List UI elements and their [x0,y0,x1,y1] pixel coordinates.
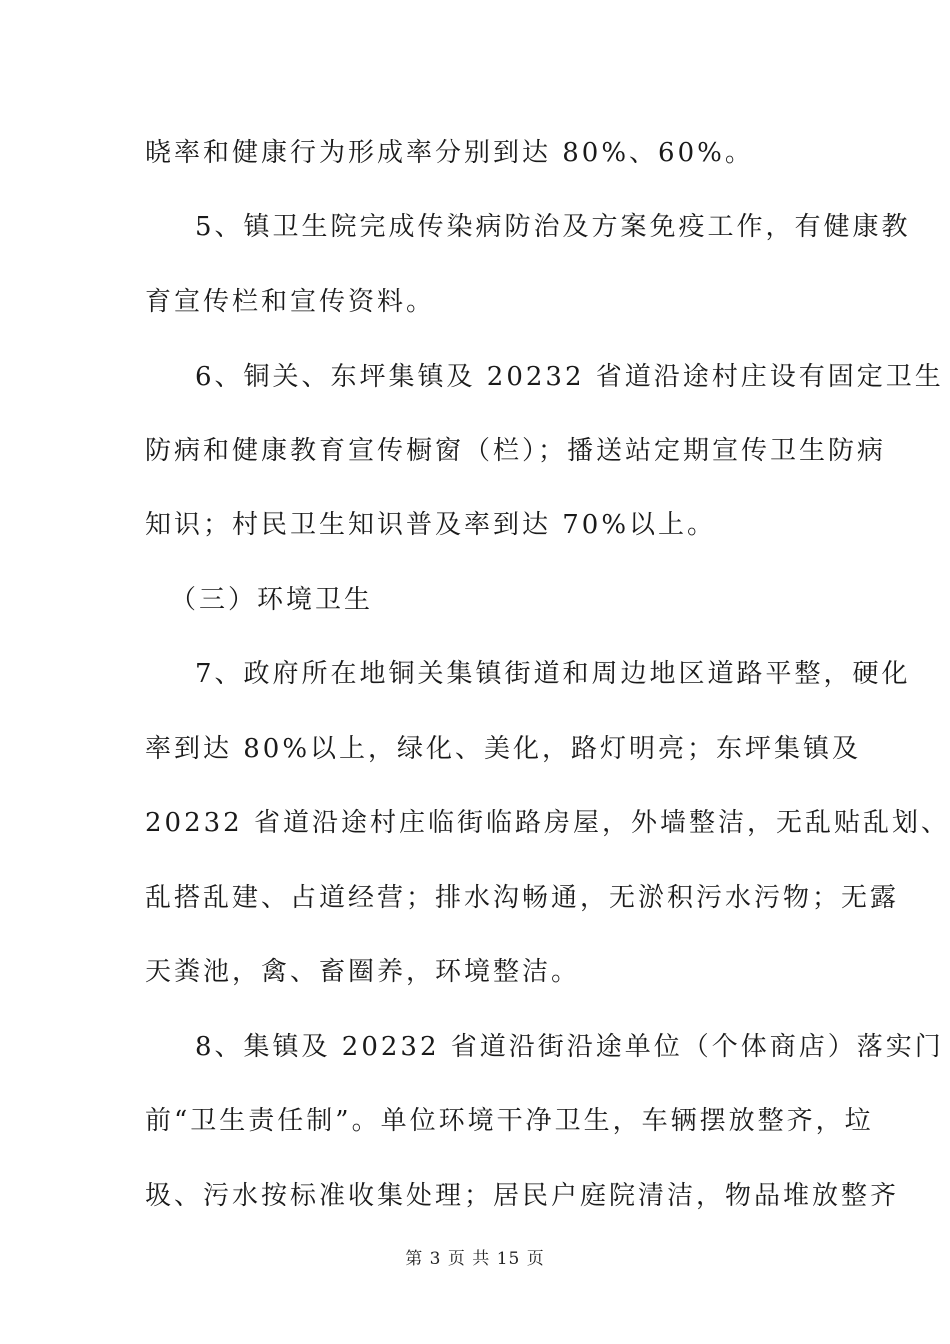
text-line-3: 育宣传栏和宣传资料。 [145,287,436,317]
text-line-12: 8、集镇及 20232 省道沿街沿途单位（个体商店）落实门 [195,1032,944,1062]
text-line-5: 防病和健康教育宣传橱窗（栏）；播送站定期宣传卫生防病 [145,436,887,466]
text-line-4: 6、铜关、东坪集镇及 20232 省道沿途村庄设有固定卫生 [195,362,944,392]
text-line-9: 20232 省道沿途村庄临街临路房屋，外墙整洁，无乱贴乱划、 [145,808,950,838]
text-line-2: 5、镇卫生院完成传染病防治及方案免疫工作，有健康教 [195,212,911,242]
section-heading: （三）环境卫生 [170,585,374,615]
text-line-1: 晓率和健康行为形成率分别到达 80%、60%。 [145,138,754,168]
text-line-10: 乱搭乱建、占道经营；排水沟畅通，无淤积污水污物；无露 [145,883,900,913]
text-line-11: 天粪池，禽、畜圈养，环境整洁。 [145,957,581,987]
text-line-8: 率到达 80%以上，绿化、美化，路灯明亮；东坪集镇及 [145,734,862,764]
text-line-13: 前“卫生责任制”。单位环境干净卫生，车辆摆放整齐，垃 [145,1106,874,1136]
text-line-14: 圾、污水按标准收集处理；居民户庭院清洁，物品堆放整齐 [145,1181,900,1211]
text-line-7: 7、政府所在地铜关集镇街道和周边地区道路平整，硬化 [195,659,911,689]
page-number-footer: 第 3 页 共 15 页 [405,1249,545,1269]
text-line-6: 知识；村民卫生知识普及率到达 70%以上。 [145,510,717,540]
